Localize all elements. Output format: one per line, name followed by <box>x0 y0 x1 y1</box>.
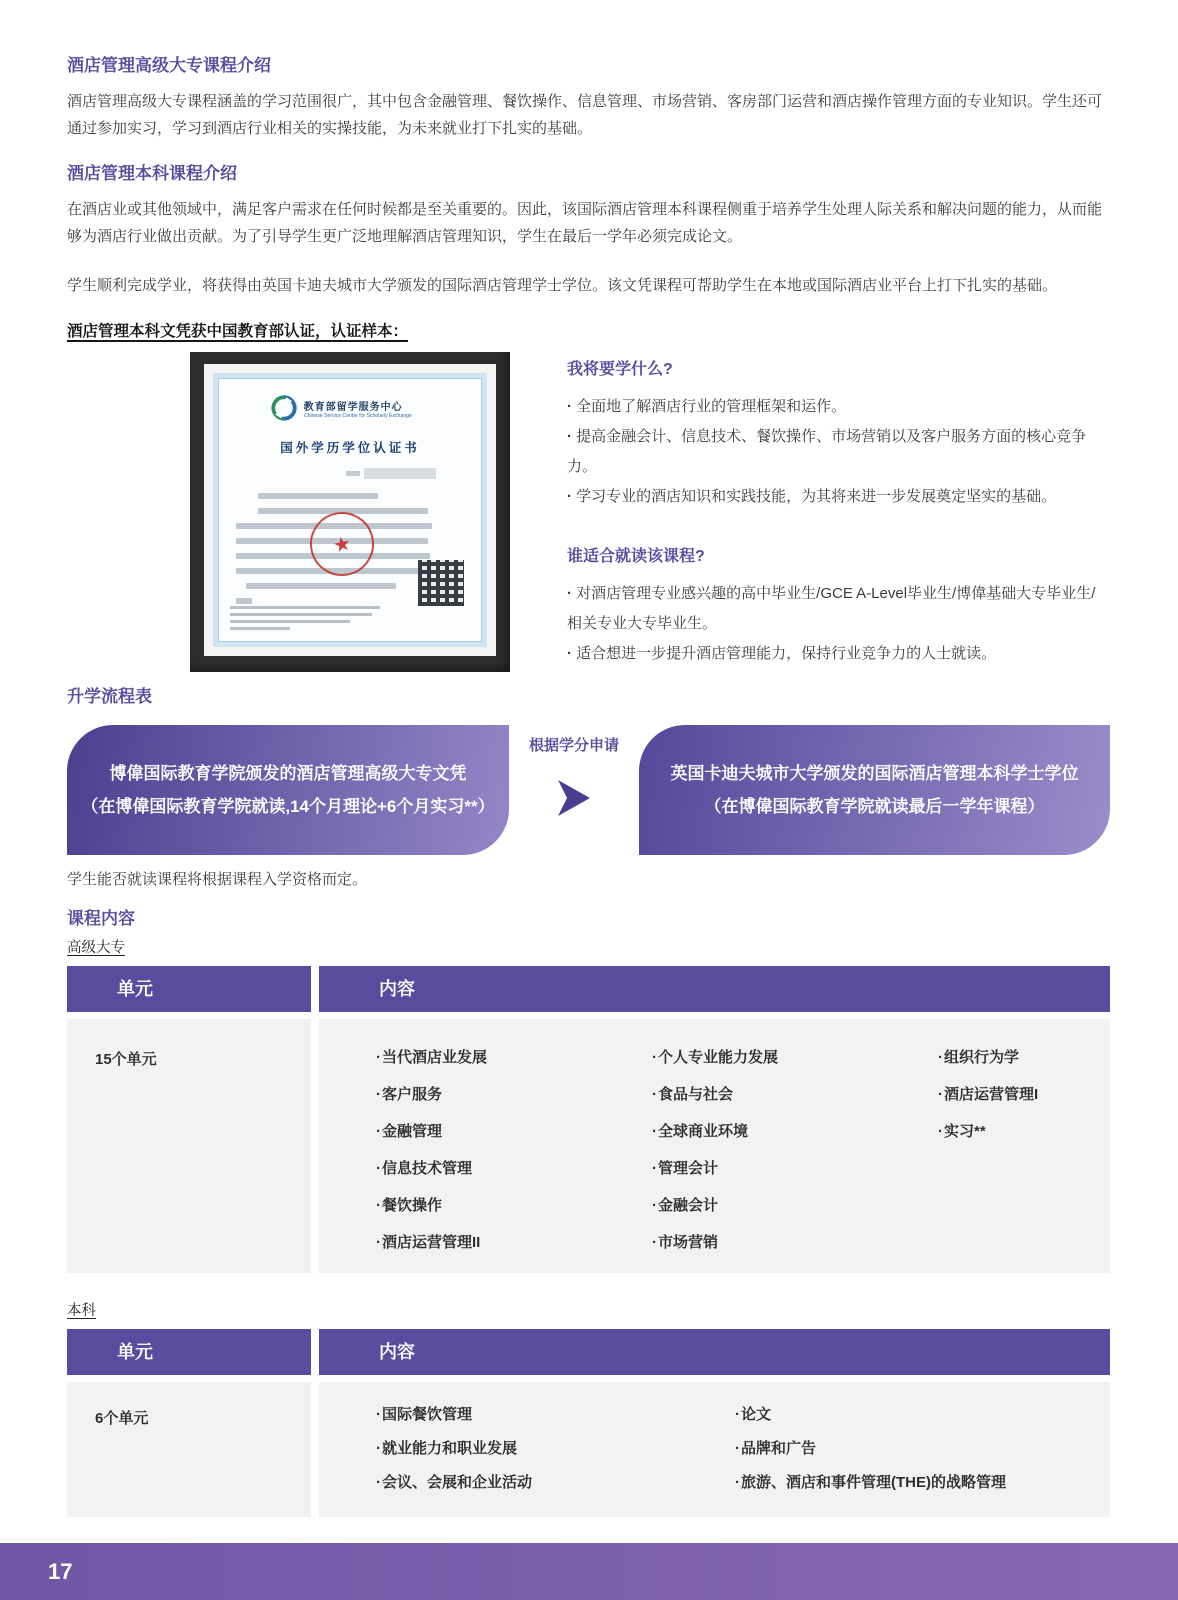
list-item: · 适合想进一步提升酒店管理能力，保持行业竞争力的人士就读。 <box>567 639 1110 669</box>
content-column-header: 内容 <box>319 1329 1110 1375</box>
table-body-row <box>67 1382 1110 1517</box>
certification-note: 酒店管理本科文凭获中国教育部认证，认证样本： <box>67 323 409 340</box>
certificate-org-name-en: Chinese Service Center for Scholarly Exchange <box>303 412 412 419</box>
degree-section-heading: 酒店管理本科课程介绍 <box>67 164 237 183</box>
content-cell <box>319 1019 1110 1273</box>
content-column-header: 内容 <box>319 966 1110 1012</box>
course-item: · 当代酒店业发展 <box>376 1047 652 1069</box>
page-number: 17 <box>48 1558 73 1584</box>
unit-column-header: 单元 <box>67 1329 311 1375</box>
unit-column-header: 单元 <box>67 966 311 1012</box>
table-label-diploma: 高级大专 <box>67 940 125 956</box>
certificate-org-name: 教育部留学服务中心 <box>303 401 403 413</box>
course-item: · 国际餐饮管理 <box>376 1404 735 1426</box>
pathway-connector <box>509 725 639 855</box>
course-item: · 论文 <box>735 1404 1006 1426</box>
course-item: · 酒店运营管理II <box>376 1232 652 1254</box>
course-item: · 品牌和广告 <box>735 1438 1006 1460</box>
pathway-arrow-label: 根据学分申请 <box>528 737 619 754</box>
course-content-heading: 课程内容 <box>67 909 135 928</box>
course-item: · 金融会计 <box>652 1195 938 1217</box>
list-item: · 对酒店管理专业感兴趣的高中毕业生/GCE A-Level毕业生/博偉基础大专毕业生/相关专业大专毕业生。 <box>567 579 1110 639</box>
certificate-photo <box>190 352 510 672</box>
course-item: · 管理会计 <box>652 1158 938 1180</box>
table-label-degree: 本科 <box>67 1303 96 1319</box>
course-item: · 个人专业能力发展 <box>652 1047 938 1069</box>
table-body-row <box>67 1019 1110 1273</box>
course-item: · 实习** <box>938 1121 1038 1143</box>
pathway-right-line2: （在博偉国际教育学院就读最后一学年课程） <box>704 797 1045 816</box>
eligibility-note: 学生能否就读课程将根据课程入学资格而定。 <box>67 871 368 888</box>
red-seal-icon: ★ <box>304 506 380 582</box>
list-item: · 提高金融会计、信息技术、餐饮操作、市场营销以及客户服务方面的核心竞争力。 <box>567 422 1110 482</box>
course-item: · 客户服务 <box>376 1084 652 1106</box>
pathway-left-line1: 博偉国际教育学院颁发的酒店管理高级大专文凭 <box>109 764 467 783</box>
cscse-logo-icon <box>270 394 298 422</box>
award-paragraph: 学生顺利完成学业，将获得由英国卡迪夫城市大学颁发的国际酒店管理学士学位。该文凭课程可帮助学生在本地或国际酒店业平台上打下扎实的基础。 <box>67 277 1058 294</box>
course-item: · 金融管理 <box>376 1121 652 1143</box>
unit-count-cell: 15个单元 <box>67 1019 311 1273</box>
course-item: · 组织行为学 <box>938 1047 1038 1069</box>
what-will-i-learn-list <box>567 392 1110 512</box>
what-will-i-learn-heading: 我将要学什么? <box>567 361 673 378</box>
course-info-column <box>567 352 1110 672</box>
pathway-heading: 升学流程表 <box>67 687 152 706</box>
diploma-section-heading: 酒店管理高级大专课程介绍 <box>67 56 271 75</box>
pathway-right-line1: 英国卡迪夫城市大学颁发的国际酒店管理本科学士学位 <box>670 764 1079 783</box>
certificate-paper <box>213 373 487 647</box>
degree-course-table <box>67 1329 1110 1517</box>
diploma-course-table <box>67 966 1110 1273</box>
arrow-right-icon <box>552 776 596 820</box>
course-item: · 餐饮操作 <box>376 1195 652 1217</box>
who-should-enroll-heading: 谁适合就读该课程? <box>567 548 705 565</box>
pathway-left-line2: （在博偉国际教育学院就读,14个月理论+6个月实习**） <box>81 797 495 816</box>
page-footer <box>0 1543 1178 1600</box>
certificate-number-redacted <box>236 468 464 479</box>
certificate-mat <box>204 364 496 656</box>
course-item: · 旅游、酒店和事件管理(THE)的战略管理 <box>735 1472 1006 1494</box>
qr-code-icon <box>418 560 464 606</box>
content-cell <box>319 1382 1110 1517</box>
diploma-intro-paragraph: 酒店管理高级大专课程涵盖的学习范围很广，其中包含金融管理、餐饮操作、信息管理、市场营销、客房部门运营和酒店操作管理方面的专业知识。学生还可通过参加实习，学习到酒店行业相关的实操技能，为未来就业打下扎实的基础。 <box>67 93 1103 137</box>
course-item: · 全球商业环境 <box>652 1121 938 1143</box>
certificate-fineprint-redacted <box>230 606 380 630</box>
who-should-enroll-list <box>567 579 1110 669</box>
list-item: · 学习专业的酒店知识和实践技能，为其将来进一步发展奠定坚实的基础。 <box>567 482 1110 512</box>
pathway-right-box <box>639 725 1110 855</box>
course-item: · 会议、会展和企业活动 <box>376 1472 735 1494</box>
course-item: · 食品与社会 <box>652 1084 938 1106</box>
table-header-row <box>67 1329 1110 1375</box>
pathway-left-box <box>67 725 509 855</box>
list-item: · 全面地了解酒店行业的管理框架和运作。 <box>567 392 1110 422</box>
certificate-and-info-row <box>67 352 1110 672</box>
course-item: · 就业能力和职业发展 <box>376 1438 735 1460</box>
pathway-flow <box>67 725 1110 855</box>
course-item: · 市场营销 <box>652 1232 938 1254</box>
course-item: · 酒店运营管理I <box>938 1084 1038 1106</box>
degree-intro-paragraph: 在酒店业或其他领域中，满足客户需求在任何时候都是至关重要的。因此，该国际酒店管理本科课程侧重于培养学生处理人际关系和解决问题的能力，从而能够为酒店行业做出贡献。为了引导学生更广泛地理解酒店管理知识，学生在最后一学年必须完成论文。 <box>67 201 1103 245</box>
unit-count-cell: 6个单元 <box>67 1382 311 1517</box>
course-item: · 信息技术管理 <box>376 1158 652 1180</box>
certificate-title: 国外学历学位认证书 <box>280 441 420 455</box>
table-header-row <box>67 966 1110 1012</box>
